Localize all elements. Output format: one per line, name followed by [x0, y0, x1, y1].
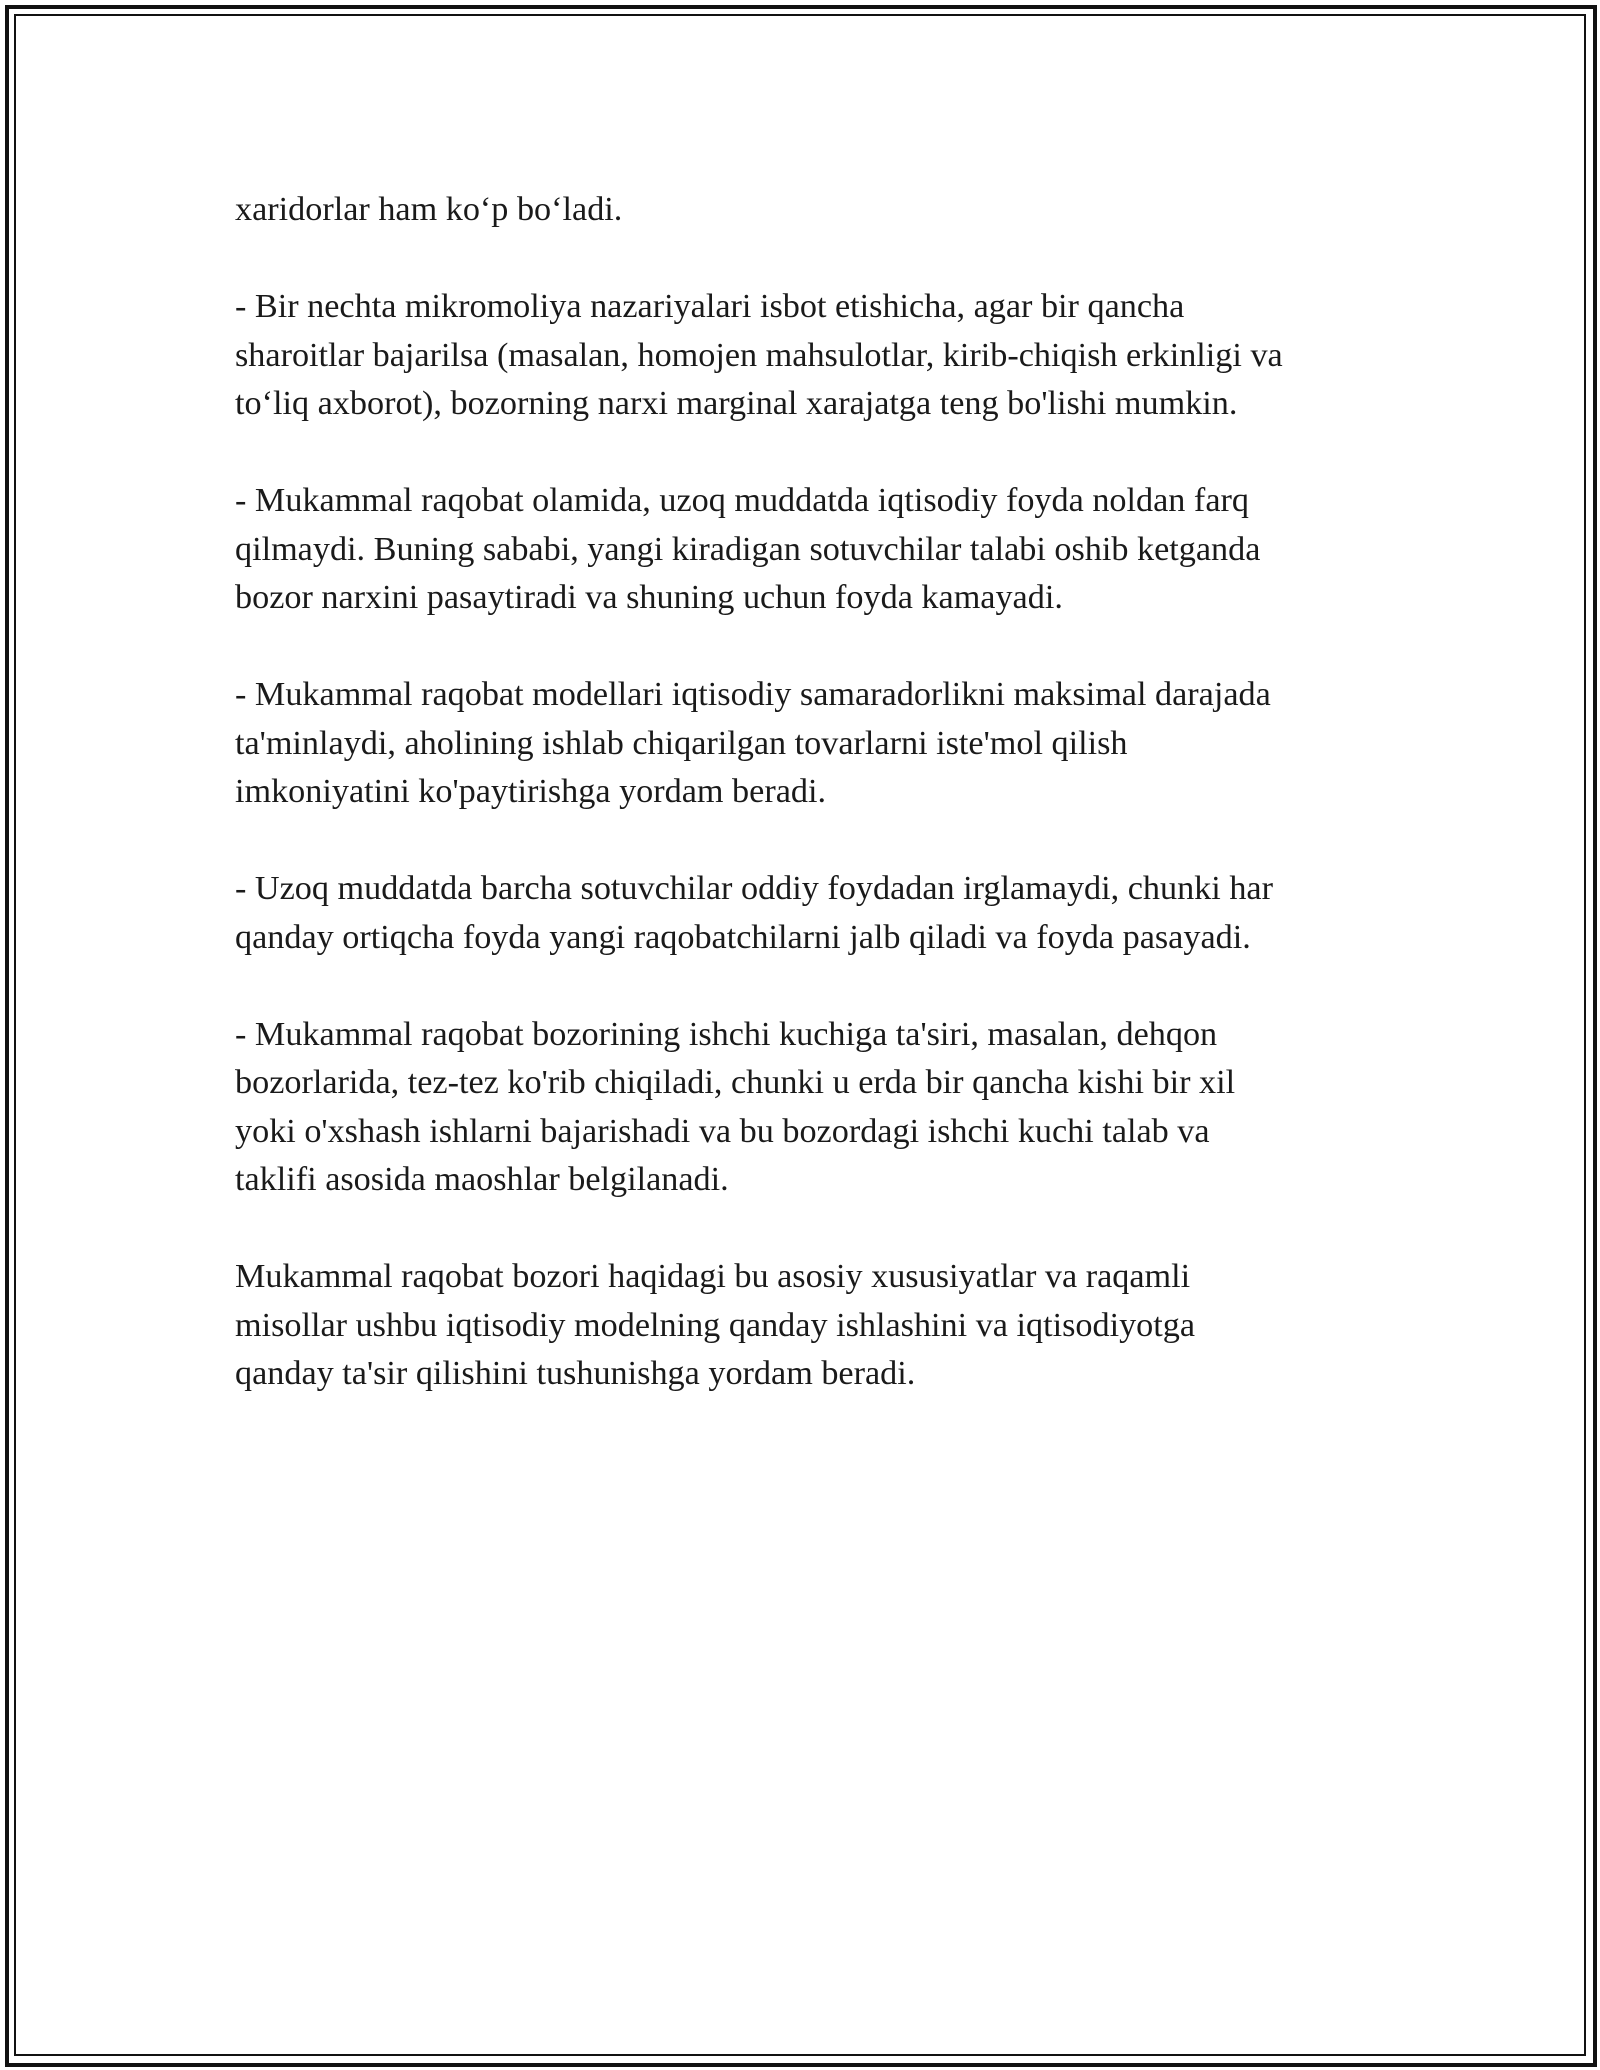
paragraph-continuation — [235, 186, 1375, 235]
text-line: ta'minlaydi, aholining ishlab chiqarilgan tovarlarni iste'mol qilish — [235, 724, 1128, 762]
text-line: - Bir nechta mikromoliya nazariyalari isbot etishicha, agar bir qancha — [235, 288, 1185, 325]
paragraph-bullet-labor-market — [235, 1011, 1375, 1205]
text-line: misollar ushbu iqtisodiy modelning qanday ishlashini va iqtisodiyotga — [235, 1306, 1196, 1344]
paragraph-bullet-normal-profit — [235, 865, 1375, 962]
document-body — [235, 186, 1375, 1447]
text-line: imkoniyatini ko'paytirishga yordam beradi. — [235, 773, 827, 810]
text-line: - Uzoq muddatda barcha sotuvchilar oddiy foydadan irglamaydi, chunki har — [235, 870, 1273, 907]
text-line: Mukammal raqobat bozori haqidagi bu asosiy xususiyatlar va raqamli — [235, 1258, 1191, 1295]
text-line: - Mukammal raqobat bozorining ishchi kuchiga ta'siri, masalan, dehqon — [235, 1015, 1218, 1053]
text-line: bozorlarida, tez-tez ko'rib chiqiladi, chunki u erda bir qancha kishi bir xil — [235, 1064, 1236, 1101]
text-line: qanday ta'sir qilishini tushunishga yordam beradi. — [235, 1355, 916, 1392]
text-line: taklifi asosida maoshlar belgilanadi. — [235, 1161, 729, 1198]
text-line: qilmaydi. Buning sababi, yangi kiradigan sotuvchilar talabi oshib ketganda — [235, 530, 1261, 568]
paragraph-conclusion — [235, 1253, 1375, 1399]
paragraph-bullet-marginal-cost — [235, 283, 1375, 429]
text-line: xaridorlar ham ko‘p bo‘ladi. — [235, 191, 623, 228]
text-line: yoki o'xshash ishlarni bajarishadi va bu bozordagi ishchi kuchi talab va — [235, 1112, 1210, 1150]
text-line: bozor narxini pasaytiradi va shuning uchun foyda kamayadi. — [235, 579, 1063, 616]
text-line: - Mukammal raqobat modellari iqtisodiy samaradorlikni maksimal darajada — [235, 676, 1271, 713]
text-line: - Mukammal raqobat olamida, uzoq muddatda iqtisodiy foyda noldan farq — [235, 482, 1249, 519]
text-line: to‘liq axborot), bozorning narxi marginal xarajatga teng bo'lishi mumkin. — [235, 385, 1238, 422]
text-line: qanday ortiqcha foyda yangi raqobatchilarni jalb qiladi va foyda pasayadi. — [235, 918, 1251, 956]
paragraph-bullet-zero-profit — [235, 477, 1375, 623]
text-line: sharoitlar bajarilsa (masalan, homojen mahsulotlar, kirib-chiqish erkinligi va — [235, 336, 1283, 374]
paragraph-bullet-efficiency — [235, 671, 1375, 817]
